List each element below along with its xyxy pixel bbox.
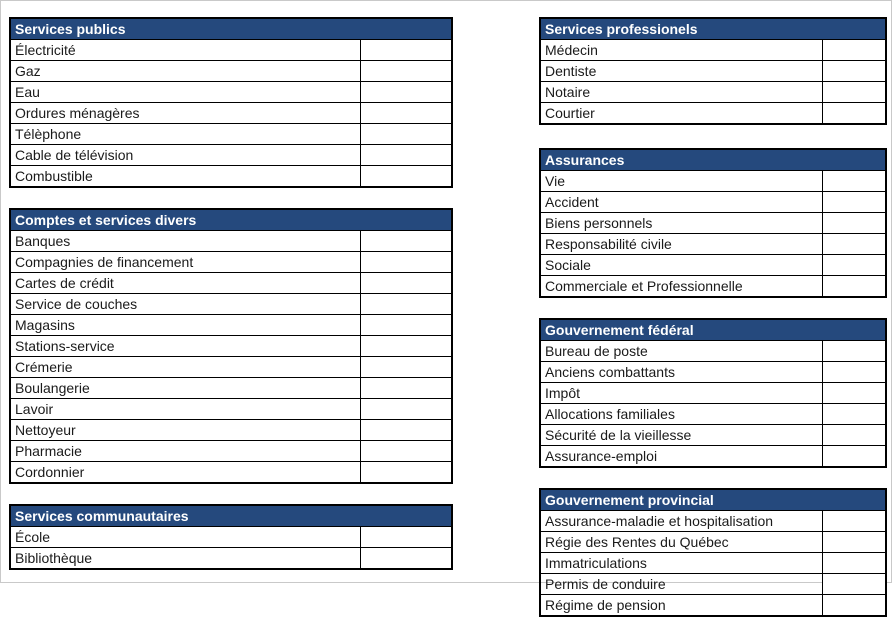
item-label-cell: Accident bbox=[540, 192, 822, 213]
section-header-row bbox=[540, 489, 886, 511]
item-label-cell: Allocations familiales bbox=[540, 404, 822, 425]
item-value-cell[interactable] bbox=[360, 61, 452, 82]
table-row bbox=[10, 399, 452, 420]
table-row bbox=[10, 166, 452, 188]
item-label-cell: Ordures ménagères bbox=[10, 103, 360, 124]
table-row bbox=[540, 255, 886, 276]
form-table bbox=[539, 318, 887, 468]
item-value-cell[interactable] bbox=[360, 273, 452, 294]
table-row bbox=[540, 61, 886, 82]
table-row bbox=[10, 378, 452, 399]
item-label-cell: Biens personnels bbox=[540, 213, 822, 234]
item-label-cell: Impôt bbox=[540, 383, 822, 404]
item-value-cell[interactable] bbox=[360, 441, 452, 462]
table-row bbox=[540, 383, 886, 404]
item-value-cell[interactable] bbox=[360, 82, 452, 103]
item-label-cell: Service de couches bbox=[10, 294, 360, 315]
table-row bbox=[10, 294, 452, 315]
item-value-cell[interactable] bbox=[360, 548, 452, 570]
item-label-cell: Assurance-emploi bbox=[540, 446, 822, 468]
item-value-cell[interactable] bbox=[822, 511, 886, 532]
form-table bbox=[9, 17, 453, 188]
item-value-cell[interactable] bbox=[360, 145, 452, 166]
table-row bbox=[540, 446, 886, 468]
section-header-row bbox=[540, 319, 886, 341]
item-label-cell: Responsabilité civile bbox=[540, 234, 822, 255]
section-header-row bbox=[540, 149, 886, 171]
table-row bbox=[10, 357, 452, 378]
table-row bbox=[10, 336, 452, 357]
table-row bbox=[540, 532, 886, 553]
item-label-cell: Notaire bbox=[540, 82, 822, 103]
table-row bbox=[540, 425, 886, 446]
item-value-cell[interactable] bbox=[360, 40, 452, 61]
table-row bbox=[10, 527, 452, 548]
item-label-cell: Stations-service bbox=[10, 336, 360, 357]
item-value-cell[interactable] bbox=[822, 61, 886, 82]
table-row bbox=[540, 103, 886, 125]
item-value-cell[interactable] bbox=[360, 166, 452, 188]
item-value-cell[interactable] bbox=[360, 315, 452, 336]
table-row bbox=[540, 574, 886, 595]
item-value-cell[interactable] bbox=[822, 276, 886, 298]
left-column bbox=[9, 17, 451, 590]
item-value-cell[interactable] bbox=[360, 399, 452, 420]
item-value-cell[interactable] bbox=[822, 362, 886, 383]
section-title: Assurances bbox=[540, 149, 886, 171]
item-value-cell[interactable] bbox=[822, 446, 886, 468]
table-row bbox=[540, 404, 886, 425]
item-value-cell[interactable] bbox=[822, 341, 886, 362]
item-label-cell: Sécurité de la vieillesse bbox=[540, 425, 822, 446]
item-label-cell: Permis de conduire bbox=[540, 574, 822, 595]
section-title: Gouvernement fédéral bbox=[540, 319, 886, 341]
item-label-cell: Vie bbox=[540, 171, 822, 192]
item-value-cell[interactable] bbox=[360, 420, 452, 441]
item-value-cell[interactable] bbox=[360, 378, 452, 399]
right-column bbox=[539, 17, 885, 637]
item-value-cell[interactable] bbox=[360, 527, 452, 548]
item-label-cell: Combustible bbox=[10, 166, 360, 188]
item-label-cell: Immatriculations bbox=[540, 553, 822, 574]
item-label-cell: Assurance-maladie et hospitalisation bbox=[540, 511, 822, 532]
item-label-cell: Banques bbox=[10, 231, 360, 252]
form-table bbox=[539, 488, 887, 617]
table-row bbox=[540, 595, 886, 617]
section-title: Services professionels bbox=[540, 18, 886, 40]
item-label-cell: Magasins bbox=[10, 315, 360, 336]
item-value-cell[interactable] bbox=[822, 192, 886, 213]
section-title: Comptes et services divers bbox=[10, 209, 452, 231]
item-label-cell: Nettoyeur bbox=[10, 420, 360, 441]
table-row bbox=[540, 192, 886, 213]
table-row bbox=[10, 124, 452, 145]
item-value-cell[interactable] bbox=[822, 82, 886, 103]
table-row bbox=[540, 213, 886, 234]
item-label-cell: Télèphone bbox=[10, 124, 360, 145]
item-label-cell: Bibliothèque bbox=[10, 548, 360, 570]
item-label-cell: Commerciale et Professionnelle bbox=[540, 276, 822, 298]
item-value-cell[interactable] bbox=[360, 231, 452, 252]
item-value-cell[interactable] bbox=[822, 171, 886, 192]
table-row bbox=[540, 341, 886, 362]
item-value-cell[interactable] bbox=[360, 336, 452, 357]
item-label-cell: Régime de pension bbox=[540, 595, 822, 617]
item-label-cell: Médecin bbox=[540, 40, 822, 61]
item-value-cell[interactable] bbox=[360, 103, 452, 124]
table-row bbox=[540, 234, 886, 255]
item-label-cell: Anciens combattants bbox=[540, 362, 822, 383]
table-row bbox=[10, 82, 452, 103]
form-table bbox=[9, 504, 453, 570]
item-label-cell: Pharmacie bbox=[10, 441, 360, 462]
item-label-cell: Eau bbox=[10, 82, 360, 103]
section-header-row bbox=[10, 209, 452, 231]
table-row bbox=[540, 362, 886, 383]
item-label-cell: Cordonnier bbox=[10, 462, 360, 484]
form-table bbox=[539, 17, 887, 125]
item-label-cell: Boulangerie bbox=[10, 378, 360, 399]
item-value-cell[interactable] bbox=[822, 234, 886, 255]
item-value-cell[interactable] bbox=[822, 40, 886, 61]
table-row bbox=[10, 231, 452, 252]
item-label-cell: Cartes de crédit bbox=[10, 273, 360, 294]
item-value-cell[interactable] bbox=[822, 103, 886, 125]
table-row bbox=[540, 511, 886, 532]
form-table bbox=[539, 148, 887, 298]
table-row bbox=[10, 315, 452, 336]
item-value-cell[interactable] bbox=[822, 383, 886, 404]
item-label-cell: Lavoir bbox=[10, 399, 360, 420]
item-value-cell[interactable] bbox=[360, 462, 452, 484]
table-row bbox=[10, 145, 452, 166]
item-label-cell: Crémerie bbox=[10, 357, 360, 378]
item-value-cell[interactable] bbox=[822, 574, 886, 595]
item-value-cell[interactable] bbox=[822, 255, 886, 276]
table-row bbox=[10, 441, 452, 462]
item-label-cell: Courtier bbox=[540, 103, 822, 125]
table-row bbox=[10, 252, 452, 273]
table-row bbox=[10, 61, 452, 82]
section-title: Services publics bbox=[10, 18, 452, 40]
table-row bbox=[10, 420, 452, 441]
item-value-cell[interactable] bbox=[822, 532, 886, 553]
table-row bbox=[540, 553, 886, 574]
item-label-cell: Bureau de poste bbox=[540, 341, 822, 362]
item-value-cell[interactable] bbox=[360, 252, 452, 273]
form-table bbox=[9, 208, 453, 484]
section-header-row bbox=[10, 505, 452, 527]
table-row bbox=[10, 462, 452, 484]
item-label-cell: Régie des Rentes du Québec bbox=[540, 532, 822, 553]
item-label-cell: Compagnies de financement bbox=[10, 252, 360, 273]
item-value-cell[interactable] bbox=[822, 425, 886, 446]
section-header-row bbox=[10, 18, 452, 40]
table-row bbox=[540, 171, 886, 192]
table-row bbox=[10, 548, 452, 570]
table-row bbox=[10, 103, 452, 124]
table-row bbox=[540, 82, 886, 103]
item-label-cell: Dentiste bbox=[540, 61, 822, 82]
item-value-cell[interactable] bbox=[822, 404, 886, 425]
table-row bbox=[10, 40, 452, 61]
item-value-cell[interactable] bbox=[822, 553, 886, 574]
table-row bbox=[540, 276, 886, 298]
section-header-row bbox=[540, 18, 886, 40]
table-row bbox=[540, 40, 886, 61]
section-title: Services communautaires bbox=[10, 505, 452, 527]
item-value-cell[interactable] bbox=[822, 213, 886, 234]
table-row bbox=[10, 273, 452, 294]
item-value-cell[interactable] bbox=[822, 595, 886, 617]
item-value-cell[interactable] bbox=[360, 124, 452, 145]
section-title: Gouvernement provincial bbox=[540, 489, 886, 511]
item-value-cell[interactable] bbox=[360, 294, 452, 315]
item-label-cell: Cable de télévision bbox=[10, 145, 360, 166]
item-value-cell[interactable] bbox=[360, 357, 452, 378]
item-label-cell: Électricité bbox=[10, 40, 360, 61]
item-label-cell: École bbox=[10, 527, 360, 548]
item-label-cell: Sociale bbox=[540, 255, 822, 276]
item-label-cell: Gaz bbox=[10, 61, 360, 82]
